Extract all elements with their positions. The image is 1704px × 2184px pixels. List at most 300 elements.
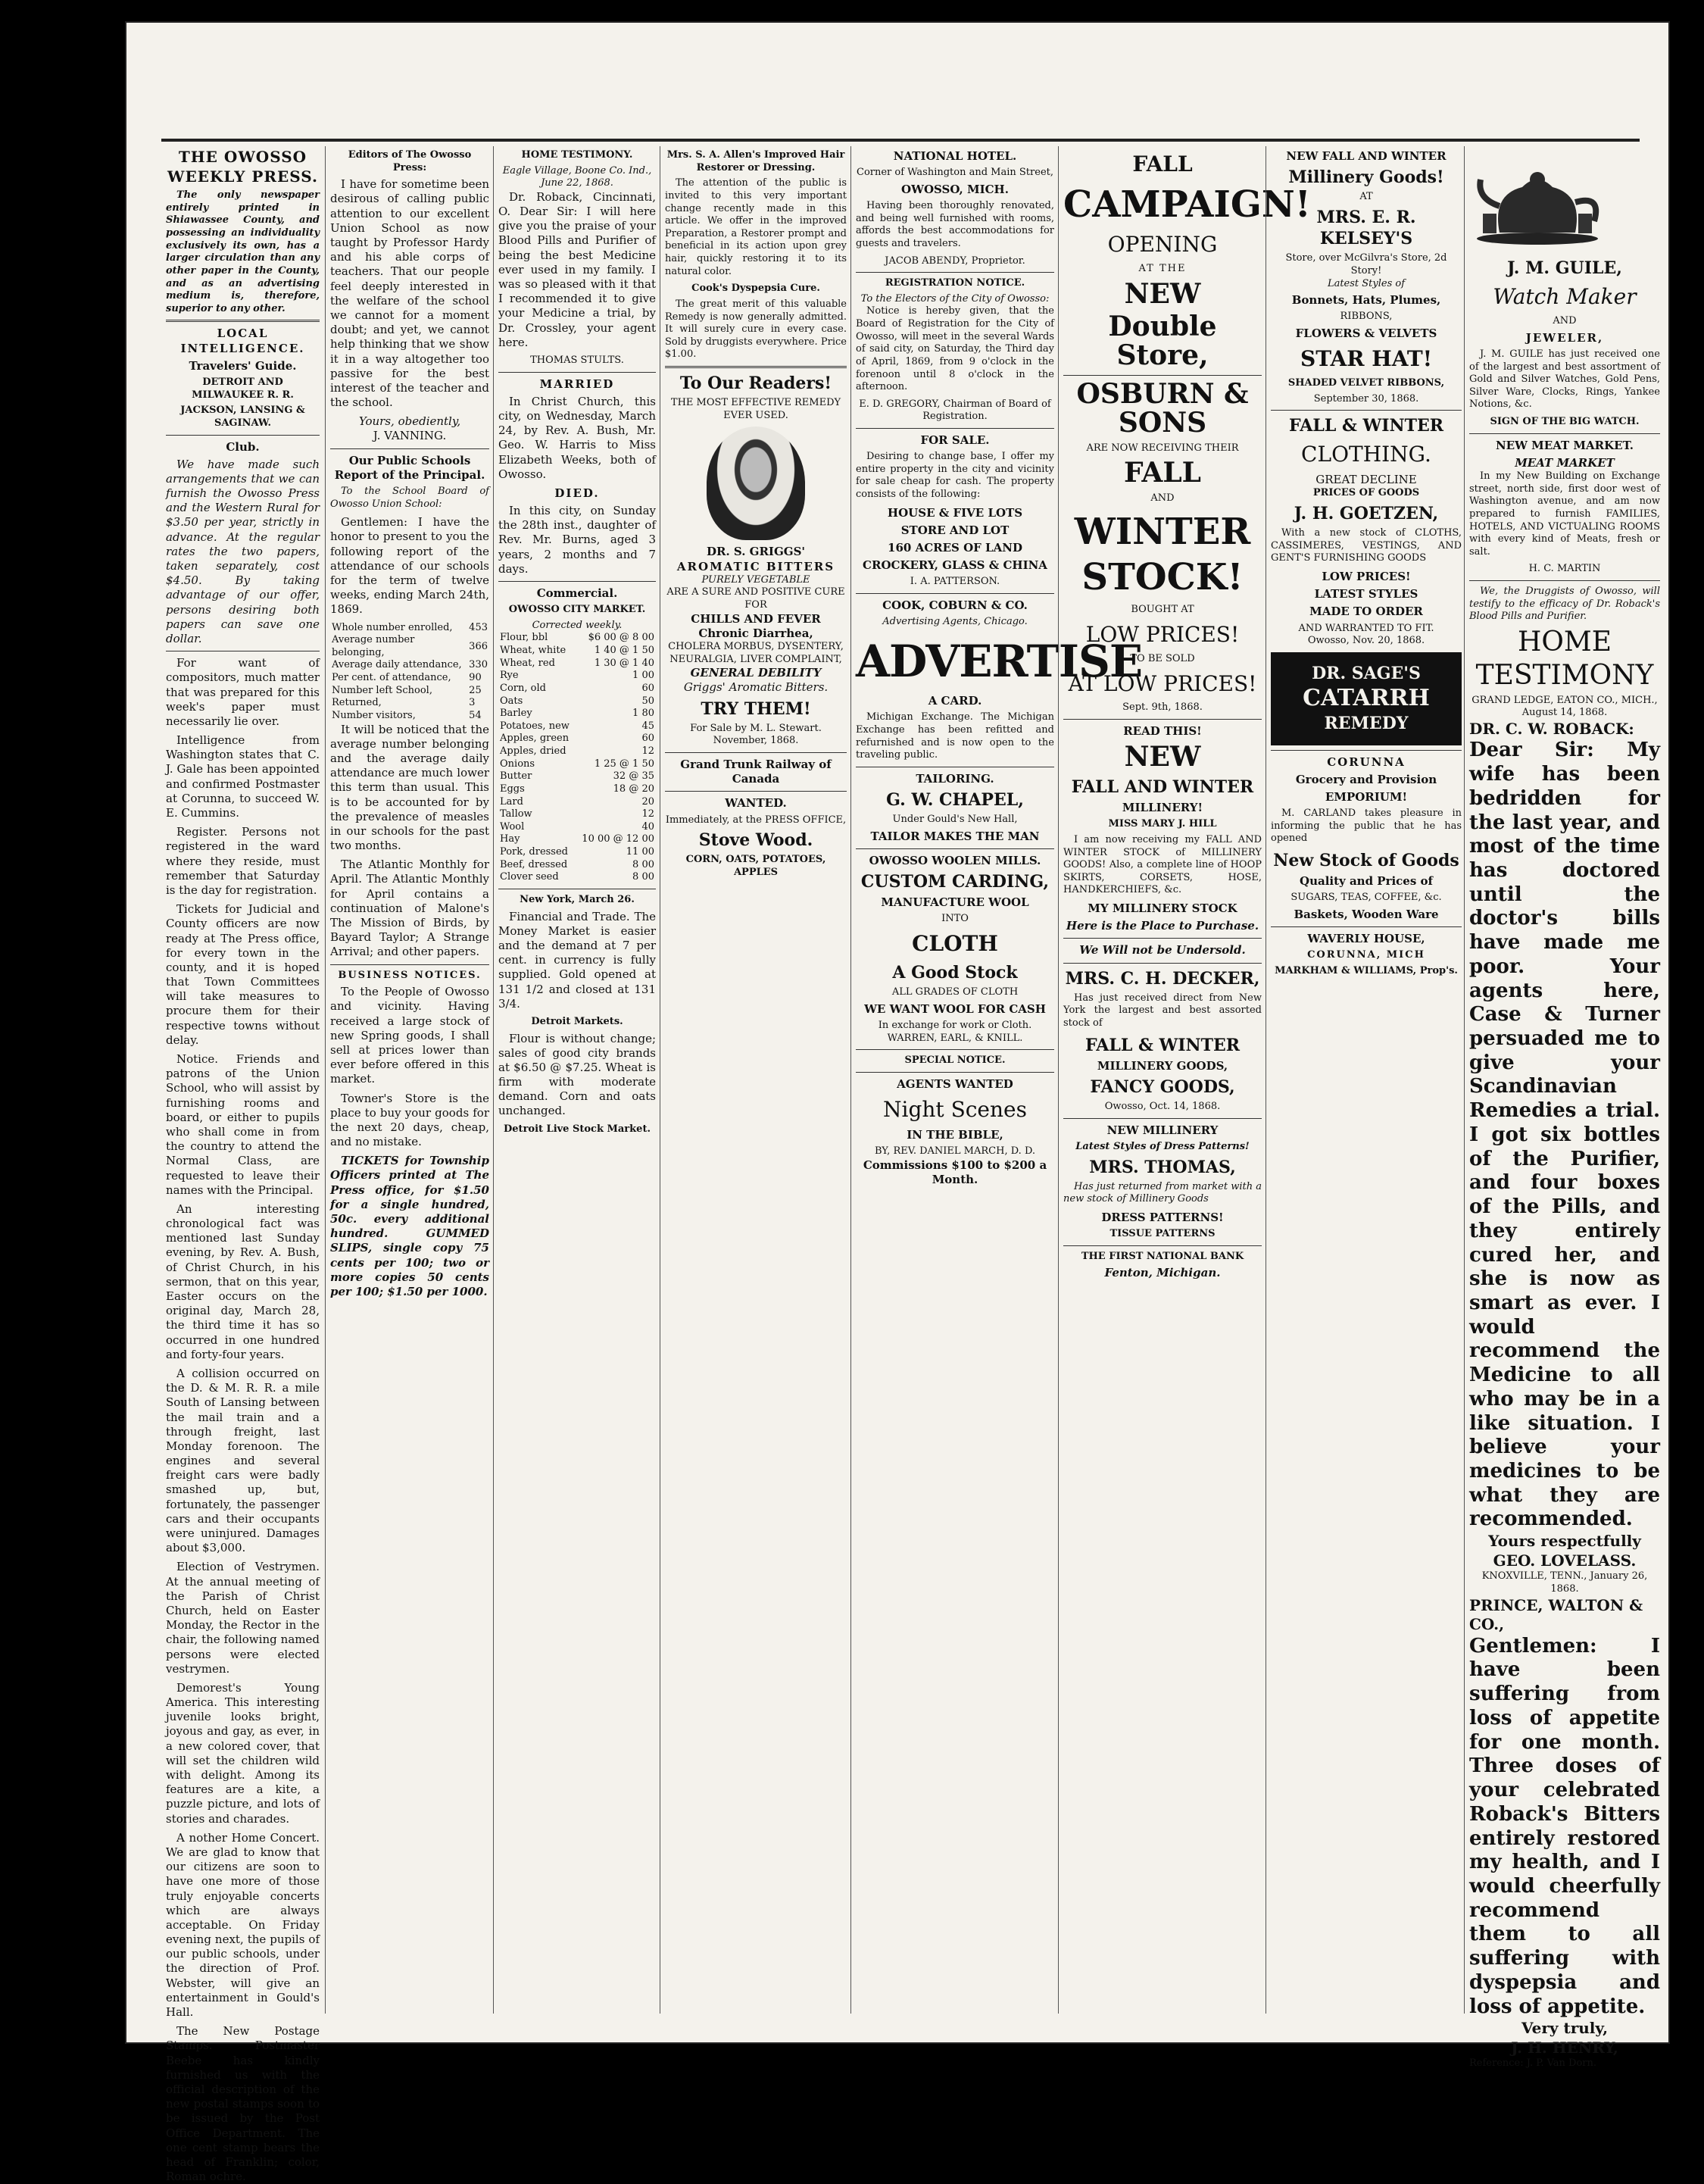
wool-line: WE WANT WOOL FOR CASH [864,1001,1046,1016]
column-fall-campaign [1058,146,1311,2014]
row-label: Average daily attendance, [332,659,462,671]
row-label: Butter [500,770,532,783]
report-heading: Our Public Schools Report of the Principal. [334,453,485,482]
new-line: NEW [1124,741,1201,773]
stove-wood: Stove Wood. [698,830,813,851]
row-label: Beef, dressed [500,858,568,870]
for-sale-text: Desiring to change base, I offer my entire property in the city and vicinity for sale cheap for cash. The property consists of the following: [856,451,1054,501]
row-value: 11 00 [626,846,654,858]
fall-line: FALL [1123,457,1201,489]
woolen-heading: OWOSSO WOOLEN MILLS. [869,853,1041,867]
ad-line: CHOLERA MORBUS, DYSENTERY, NEURALGIA, LIVER COMPLAINT, [668,641,844,665]
sage-line: DR. SAGE'S [1312,663,1421,683]
tailor-name: G. W. CHAPEL, [886,789,1024,810]
divider [665,752,847,753]
ad-line: Chronic Diarrhea, [698,626,813,640]
ad-line: THE MOST EFFECTIVE REMEDY [670,397,841,409]
divider [856,1049,1054,1050]
news-item: Election of Vestrymen. At the annual meeting of the Parish of Christ Church, held on Easter Monday, the Rector in the chair, the following named persons were elected vestrymen. [166,1560,320,1676]
row-value: 330 [469,659,488,671]
ad-line: FOR [744,599,767,611]
divider [856,1072,1054,1073]
commercial-heading: Commercial. [536,586,618,600]
row-label: Corn, old [500,682,546,694]
divider [856,428,1054,429]
wanted-text: Immediately, at the PRESS OFFICE, [665,814,847,826]
campaign-heading: CAMPAIGN! [1063,183,1311,226]
married-text: In Christ Church, this city, on Wednesday, March 24, by Rev. A. Bush, Mr. Geo. W. Harris to Miss Elizabeth Weeks, both of Owosso. [498,394,656,481]
report-addressee: To the School Board of Owosso Union School: [330,486,489,510]
bonnets-line: Bonnets, Hats, Plumes, [1291,293,1441,308]
news-item: Demorest's Young America. This interesting juvenile looks bright, joyous and gay, as ever, in a new colored cover, that will set the children wild with delight. Among its features are a kite, a puzzle picture, and lots of stories and charades. [166,1680,320,1826]
row-label: Wheat, white [500,645,566,657]
section-heading: LOCAL INTELLIGENCE. [180,327,305,355]
row-label: Eggs [500,783,525,795]
market-row [498,833,656,846]
letter-addressee: PRINCE, WALTON & CO., [1469,1595,1643,1634]
dyspepsia-text: The great merit of this valuable Remedy is now generally admitted. It will surely cure in every case. Sold by druggists everywhere. Price $1.00. [665,298,847,361]
sugars-line: SUGARS, TEAS, COFFEE, &c. [1290,892,1442,904]
dress-patterns: DRESS PATTERNS! [1101,1211,1224,1225]
livestock-heading: Detroit Live Stock Market. [504,1123,651,1135]
new-line: NEW [1124,277,1201,310]
market-row [498,733,656,745]
market-row [498,632,656,645]
row-value: 366 [469,640,488,652]
newyork-text: Financial and Trade. The Money Market is easier and the demand at 7 per cent. in currency is fully supplied. Gold opened at 131 1/2 and closed at 131 3/4. [498,909,656,1011]
cloth-line: CLOTH [912,931,998,957]
fancy-goods: FANCY GOODS, [1090,1077,1235,1098]
divider [166,320,320,322]
registration-signature: E. D. GREGORY, Chairman of Board of Registration. [859,398,1051,423]
tailor-address: Under Gould's New Hall, [892,814,1018,826]
market-row [498,859,656,872]
mill-owners: WARREN, EARL, & KNILL. [887,1032,1023,1044]
grocery-line: Grocery and Provision [1295,772,1437,786]
tickets-notice: TICKETS for Township Officers printed at The Press office, for $1.50 for a single hundred, 50c. every additional hundred. GUMMED SLIPS, single copy 75 cents per 100; two or more copies 50 cents per 100; $1.50 per 1000. [330,1154,489,1298]
row-value: 90 [469,672,482,684]
wanted-heading: WANTED. [725,796,787,811]
detroit-heading: Detroit Markets. [531,1015,623,1027]
divider [1063,375,1262,376]
attendance-table [330,622,489,723]
row-label: Hay [500,833,520,845]
row-label: Barley [500,708,532,720]
market-table [498,632,656,884]
allen-text: The attention of the public is invited to this very important change recently made in this article. We offer in the improved Preparation, a Restorer prompt and beneficial in its action upon grey hair, quickly restoring it to its natural color. [665,177,847,277]
card-heading: A CARD. [928,694,982,708]
market-row [498,745,656,758]
ad-line: GENERAL DEBILITY [690,666,822,680]
letter-text: I have for sometime been desirous of calling public attention to our excellent Union School as now taught by Professor Hardy and his able corps of teachers. That our people feel deeply interested in the welfare of the school we cannot for a moment doubt; and yet, we cannot help thinking that we show it in a way altogether too passive for the best interest of the teacher and the school. [330,177,489,410]
market-row [498,645,656,658]
for-sale-heading: FOR SALE. [920,433,990,447]
baskets-line: Baskets, Wooden Ware [1294,907,1439,921]
row-label: Flour, bbl [500,632,548,644]
railway-heading: Grand Trunk Railway of Canada [680,758,832,786]
agents-wanted: AGENTS WANTED [897,1076,1013,1091]
ad-line: November, 1868. [713,735,799,747]
undersold: We Will not be Undersold. [1079,943,1246,958]
row-label: Rye [500,670,519,682]
market-row [498,658,656,670]
row-value: 12 [641,745,654,758]
letter-signature: J. VANNING. [373,429,447,443]
row-label: Apples, green [500,733,570,745]
row-label: Wheat, red [500,657,555,669]
home-heading: HOME [1517,626,1612,658]
at-line: AT [1359,191,1373,203]
report-text: It will be noticed that the average number belonging and the average daily attendance are much lower this term than usual. This is to be accounted for by the prevalence of measles in our schools for the past two months. [330,722,489,853]
decker-text: Has just received direct from New York the largest and best assorted stock of [1063,992,1262,1030]
date-line: Sept. 9th, 1868. [1122,701,1203,714]
for-sale-item: CROCKERY, GLASS & CHINA [863,558,1047,573]
news-item: A nother Home Concert. We are glad to know that our citizens are soon to have one more of those truly enjoyable concerts which are always acceptable. On Friday evening next, the pupils of our public schools, under the direction of Prof. Webster, will give an entertainment in Gould's Hall. [166,1830,320,2019]
testimony-signature: GEO. LOVELASS. [1493,1551,1637,1570]
stock-line: STOCK! [1081,556,1244,599]
news-item: An interesting chronological fact was mentioned last Sunday evening, by Rev. A. Bush, of Christ Church, in his sermon, that on this year, Easter occurs on the original day, March 28, the third time it has so occurred in one hundred and forty-four years. [166,1201,320,1361]
my-stock: MY MILLINERY STOCK [1088,901,1237,916]
divider [166,435,320,436]
divider [1271,750,1462,751]
special-notice: SPECIAL NOTICE. [904,1055,1006,1067]
meat-owner: H. C. MARTIN [1528,563,1601,575]
top-rule [161,139,1640,142]
column-market [493,146,660,2014]
read-this: READ THIS! [1123,724,1202,739]
manufacture-line: MANUFACTURE WOOL [881,895,1029,910]
row-value: 1 00 [632,670,654,682]
divider [330,448,489,449]
letter-heading: Editors of The Owosso Press: [348,149,472,173]
winter-line: WINTER [1074,510,1251,553]
for-sale-item: STORE AND LOT [900,523,1010,537]
market-row [498,708,656,720]
place-to-purchase: Here is the Place to Purchase. [1066,919,1259,933]
osburn-sons: OSBURN & SONS [1076,378,1249,439]
wanted-items: CORN, OATS, POTATOES, APPLES [685,854,826,879]
tailoring-heading: TAILORING. [916,771,994,786]
row-label: Pork, dressed [500,846,568,858]
low-prices: AT LOW PRICES! [1068,670,1257,696]
latest-styles: Latest Styles of [1327,277,1406,289]
grades-line: ALL GRADES OF CLOTH [891,986,1019,998]
row-value: $6 00 @ 8 00 [588,632,654,644]
testimony-place: Eagle Village, Boone Co. Ind., June 22, 1868. [502,164,652,189]
row-value: 50 [641,695,654,707]
railroad-name: JACKSON, LANSING & SAGINAW. [180,405,305,429]
market-row [498,871,656,884]
waverly-heading: WAVERLY HOUSE, [1307,932,1425,946]
druggists-text: We, the Druggists of Owosso, will testify to the efficacy of Dr. Roback's Blood Pills and Purifier. [1469,586,1660,623]
author-line: BY, REV. DANIEL MARCH, D. D. [874,1145,1036,1157]
guile-name: J. M. GUILE, [1507,258,1622,279]
column-bitters-ad [660,146,851,2014]
market-row [498,683,656,695]
advertise-banner: ADVERTISE [856,635,1143,687]
divider [665,366,847,368]
millinery-goods: MILLINERY GOODS, [1097,1058,1228,1073]
newyork-heading: New York, March 26. [520,893,635,905]
portrait-engraving [707,426,805,540]
for-sale-signature: I. A. PATTERSON. [910,576,1000,588]
row-label: Number visitors, [332,709,416,721]
divider [1063,1245,1262,1246]
fall-winter: FALL AND WINTER [1071,777,1254,797]
row-value: 32 @ 35 [613,770,654,783]
row-value: 18 @ 20 [613,783,654,795]
travel-heading: Travelers' Guide. [189,358,297,373]
ad-line: For Sale by M. L. Stewart. [690,722,822,734]
divider [665,791,847,792]
ad-line: EVER USED. [723,409,788,421]
attendance-row [330,672,489,685]
bank-city: Fenton, Michigan. [1104,1266,1221,1280]
row-value: 8 00 [632,871,654,883]
hotel-text: Having been thoroughly renovated, and being well furnished with rooms, affords the best accommodations for guests and travelers. [856,200,1054,249]
row-value: 60 [641,682,654,694]
readers-heading: To Our Readers! [679,373,832,393]
row-label: Average number belonging, [332,634,415,658]
club-heading: Club. [226,439,260,454]
business-text: Towner's Store is the place to buy your goods for the next 20 days, cheap, and no mistake. [330,1091,489,1149]
attendance-row [330,710,489,723]
hill-name: MISS MARY J. HILL [1108,818,1217,830]
catarrh-remedy-badge [1271,652,1462,745]
exchange-line: In exchange for work or Cloth. [878,1019,1032,1031]
allen-heading: Mrs. S. A. Allen's Improved Hair Restorer or Dressing. [666,149,845,173]
catarrh-line: CATARRH [1303,685,1430,712]
attendance-row [330,685,489,698]
column-notices [850,146,1143,2014]
ad-line: CHILLS AND FEVER [691,611,821,626]
letter-closing: Yours, obediently, [358,414,461,429]
row-label: Per cent. of attendance, [332,672,451,684]
row-value: 40 [641,820,654,833]
dyspepsia-heading: Cook's Dyspepsia Cure. [691,283,820,295]
ad-line: PURELY VEGETABLE [701,573,810,586]
divider [1271,926,1462,927]
railroad-name: DETROIT AND MILWAUKEE R. R. [192,376,294,401]
into-line: INTO [941,913,969,925]
married-heading: MARRIED [539,376,615,391]
died-heading: DIED. [554,486,600,500]
at-line: AT THE [1138,263,1187,275]
emporium-line: EMPORIUM! [1325,789,1408,804]
divider [498,581,656,582]
hill-text: I am now receiving my FALL AND WINTER STOCK of MILLINERY GOODS! Also, a complete line of HOOP SKIRTS, CORSETS, HOSE, HANDKERCHIEFS, &c. [1063,833,1262,896]
row-value: 8 00 [632,858,654,870]
row-label: Oats [500,695,523,707]
column-testimony [1464,146,1665,2070]
attendance-row [330,622,489,635]
watch-tea-set-engraving [1469,149,1606,248]
kelsey-location: Store, over McGilvra's Store, 2d Story! [1285,252,1447,277]
flowers-line: FLOWERS & VELVETS [1295,326,1437,340]
club-text: We have made such arrangements that we can furnish the Owosso Press and the Western Rural for $3.50 per year, strictly in advance. At the regular rates the two papers, taken separately, cost $4.50. By taking advantage of our offer, persons desiring both papers can save one dollar. [166,457,320,645]
registration-heading: REGISTRATION NOTICE. [885,277,1025,289]
detroit-text: Flour is without change; sales of good city brands at $6.50 @ $7.25. Wheat is firm with moderate demand. Corn and oats unchanged. [498,1031,656,1118]
news-item: Register. Persons not registered in the ward where they reside, must remember that Saturday is the day for registration. [166,825,320,897]
bought-line: BOUGHT AT [1131,604,1194,616]
row-label: Apples, dried [500,745,566,758]
date-line: Owosso, Oct. 14, 1868. [1104,1101,1221,1113]
market-row [498,670,656,683]
good-stock: A Good Stock [892,962,1018,983]
prices-line: PRICES OF GOODS [1312,487,1420,499]
agency-name: COOK, COBURN & CO. [882,598,1028,613]
latest-styles: Latest Styles of Dress Patterns! [1075,1141,1250,1152]
market-row [498,758,656,771]
testimony-heading: TESTIMONY [1475,659,1654,691]
letter-signature: J. H. HENRY, [1511,2038,1618,2057]
market-title: OWOSSO CITY MARKET. [508,604,646,616]
letter-reference: Reference: J. P. Van Dorn. [1469,2057,1597,2070]
carland-text: M. CARLAND takes pleasure in informing the public that he has opened [1271,808,1462,845]
sold-line: TO BE SOLD [1130,652,1195,664]
fall-winter: FALL & WINTER [1288,416,1444,436]
testimony-place: GRAND LEDGE, EATON CO., MICH., August 14, 1868. [1471,694,1658,719]
masthead-tagline: The only newspaper entirely printed in Shiawassee County, and possessing an individuality exclusively its own, has a larger circulation than any other paper in the County, and as an advertising medium is, therefore, superior to any other. [166,189,320,314]
divider [498,372,656,373]
corunna-heading: CORUNNA [1327,755,1406,769]
row-value: 1 30 @ 1 40 [594,657,654,669]
aromatic-bitters: AROMATIC BITTERS [676,559,835,573]
corunna-line: CORUNNA, MICH [1307,949,1425,961]
news-item: Tickets for Judicial and County officers are now ready at The Press office, for every town in the county, and it is hoped that Town Committees will take measures to procure them for their respective towns without delay. [166,902,320,1047]
fall-heading: FALL [1132,152,1193,177]
testimony-heading: HOME TESTIMONY. [521,149,633,161]
row-label: Onions [500,758,535,770]
attendance-row [330,659,489,672]
report-text: Gentlemen: I have the honor to present to you the following report of the attendance of our schools for the term of twelve weeks, ending March 24th, 1869. [330,515,489,617]
news-item: Intelligence from Washington states that C. J. Gale has been appointed and confirmed Postmaster at Corunna, to succeed W. E. Cummins. [166,733,320,820]
market-row [498,796,656,809]
jeweler-line: JEWELER, [1525,330,1604,345]
died-text: In this city, on Sunday the 28th inst., daughter of Rev. Mr. Burns, aged 3 years, 2 months and 7 days. [498,504,656,576]
row-value: 10 00 @ 12 00 [582,833,654,845]
millinery-line: MILLINERY! [1122,801,1203,815]
night-scenes: Night Scenes [883,1096,1027,1122]
column-letters [325,146,494,2014]
row-value: 60 [641,733,654,745]
try-them: TRY THEM! [701,698,811,719]
market-row [498,783,656,796]
meat-text: In my New Building on Exchange street, north side, first door west of Washington avenue, and am now prepared to furnish FAMILIES, HOTELS, AND VICTUALING ROOMS with every kind of Meats, fresh or salt. [1469,470,1660,558]
decline-line: GREAT DECLINE [1315,473,1417,487]
griggs-name: DR. S. GRIGGS' [707,545,805,559]
goetzen-text: With a new stock of CLOTHS, CASSIMERES, VESTINGS, AND GENT'S FURNISHING GOODS [1271,527,1462,564]
agency-sub: Advertising Agents, Chicago. [882,616,1028,628]
and-line: AND [1150,492,1175,505]
tailor-slogan: TAILOR MAKES THE MAN [870,829,1040,843]
and-line: AND [1553,315,1577,327]
new-stock: New Stock of Goods [1273,851,1459,871]
divider [856,848,1054,849]
carding-line: CUSTOM CARDING, [860,872,1050,892]
registration-addressee: To the Electors of the City of Owosso: [860,292,1050,305]
divider [1063,719,1262,720]
divider [1469,580,1660,581]
row-value: 453 [469,621,488,633]
column-local-news [161,146,324,2184]
for-sale-item: 160 ACRES OF LAND [888,541,1022,555]
row-label: Potatoes, new [500,720,570,732]
row-label: Returned, [332,697,382,709]
testimony-closing: Yours respectfully [1488,1532,1641,1551]
row-label: Number left School, [332,684,432,696]
letter-closing: Very truly, [1521,2019,1609,2038]
attendance-row [330,697,489,710]
double-store: Double Store, [1108,311,1217,372]
testimony-signature: THOMAS STULTS. [530,354,624,366]
newspaper-page [125,21,1670,2184]
for-sale-item: HOUSE & FIVE LOTS [887,505,1023,520]
market-row [498,720,656,733]
row-value: 1 40 @ 1 50 [594,645,654,657]
watch-maker: Watch Maker [1493,284,1637,310]
warranted-line: AND WARRANTED TO FIT. [1298,622,1434,634]
decker-name: MRS. C. H. DECKER, [1065,968,1260,989]
market-subtitle: Corrected weekly. [532,619,623,631]
market-row [498,808,656,821]
divider [856,593,1054,594]
registration-text: Notice is hereby given, that the Board of Registration for the City of Owosso, will meet in the several Wards of said city, on Saturday, the Third day of April, 1869, from 9 o'clock in the forenoon until 8 o'clock in the afternoon. [856,305,1054,393]
business-text: To the People of Owosso and vicinity. Having received a large stock of new Spring goods, I shall sell at prices lower than ever before offered in this market. [330,985,489,1086]
row-value: 1 80 [632,708,654,720]
receiving-line: ARE NOW RECEIVING THEIR [1086,442,1239,454]
star-hat: STAR HAT! [1300,346,1433,372]
market-row [498,695,656,708]
letter-place: KNOXVILLE, TENN., January 26, 1868. [1481,1570,1648,1595]
market-row [498,821,656,834]
clothing-line: CLOTHING. [1301,442,1431,467]
row-value: 3 [469,697,476,709]
commission-line: Commissions $100 to $200 a Month. [863,1158,1047,1186]
testimony-letter: Dear Sir: My wife has been bedridden for the last year, and most of the time has doctored until the doctor's bills have made me poor. Your agents here, Case & Turner persuaded me to give your Scandinavian Remedies a trial. I got six bottles of the Purifier, and four boxes of the Pills, and they entirely cured her, and she is now as smart as ever. I would recommend the Medicine to all who may be in a like situation. I believe your medicines to be what they are recommended. [1469,739,1660,1531]
row-value: 45 [641,720,654,732]
bank-heading: THE FIRST NATIONAL BANK [1081,1250,1244,1262]
meat-market: MEAT MARKET [1515,455,1615,470]
made-to-order: MADE TO ORDER [1309,605,1423,619]
date-line: Owosso, Nov. 20, 1868. [1307,635,1425,647]
hotel-heading: NATIONAL HOTEL. [893,149,1017,163]
hotel-city: OWOSSO, MICH. [901,182,1009,196]
row-value: 12 [641,808,654,820]
remedy-line: REMEDY [1324,714,1409,734]
attendance-row [330,634,489,659]
row-value: 54 [469,709,482,721]
proprietors: MARKHAM & WILLIAMS, Prop's. [1275,964,1458,976]
ad-line: ARE A SURE AND POSITIVE CURE [666,586,845,598]
fall-winter: FALL & WINTER [1085,1035,1241,1055]
thomas-text: Has just returned from market with a new stock of Millinery Goods [1063,1180,1262,1205]
thomas-name: MRS. THOMAS, [1089,1157,1236,1177]
divider [330,964,489,965]
sign-line: SIGN OF THE BIG WATCH. [1490,416,1640,428]
millinery-goods: Millinery Goods! [1288,167,1444,188]
masthead-title: THE OWOSSO WEEKLY PRESS. [167,148,318,186]
business-heading: BUSINESS NOTICES. [338,969,482,981]
low-prices: LOW PRICES! [1322,570,1411,584]
row-label: Wool [500,820,525,833]
news-item: The New Postage Stamps. Postmaster Beebe has kindly furnished us with the official description of the new postal stamps soon to be issued by the Post Office Department. The one cent stamp bears the head of Franklin; color, Roman ochre. [166,2024,320,2184]
letter-text: Gentlemen: I have been suffering from loss of appetite for one month. Three doses of your celebrated Roback's Bitters entirely restored my health, and I would cheerfully recommend them to all suffering with dyspepsia and loss of appetite. [1469,1634,1660,2018]
kelsey-name: MRS. E. R. KELSEY'S [1316,207,1416,249]
row-value: 1 25 @ 1 50 [594,758,654,770]
tissue-patterns: TISSUE PATTERNS [1109,1228,1216,1240]
hotel-address: Corner of Washington and Main Street, [857,167,1053,179]
